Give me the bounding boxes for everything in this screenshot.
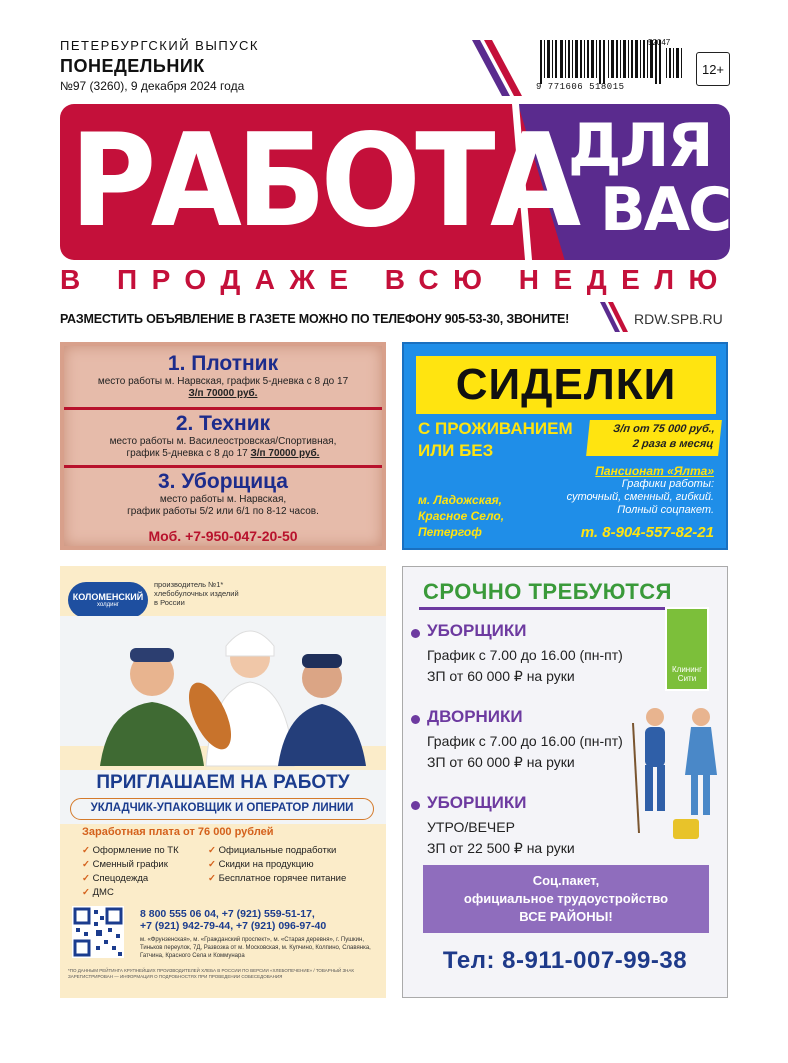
producer-tagline	[154, 580, 239, 607]
salary-amount: З/п от 75 000 руб.,	[612, 423, 716, 435]
benefit-line: ВСЕ РАЙОНЫ!	[519, 909, 613, 924]
benefit-line: Соц.пакет,	[532, 873, 600, 888]
bullet-icon	[411, 629, 420, 638]
divider	[64, 407, 382, 410]
job-title: 3. Уборщица	[158, 470, 288, 493]
location-item: Петергоф	[418, 525, 482, 539]
job-description: место работы м. Нарвская,	[159, 494, 287, 505]
job-salary: З/п 70000 руб.	[188, 388, 258, 399]
bakery-phones	[140, 908, 326, 932]
job-description: график работы 5/2 или 6/1 по 8-12 часов.	[127, 506, 319, 517]
barcode-number: 9 771606 518015	[536, 82, 625, 92]
job-item	[64, 412, 382, 460]
bullet-icon	[411, 801, 420, 810]
tagline-line: производитель №1*	[154, 580, 224, 589]
ad-caregivers	[402, 342, 728, 550]
salary-frequency: 2 раза в месяц	[632, 438, 714, 450]
benefit-item: ✓ Спецодежда	[82, 872, 179, 886]
benefits-right	[208, 844, 346, 886]
ad-phone: т. 8-904-557-82-21	[580, 524, 714, 541]
section-line: ЗП от 60 000 ₽ на руки	[427, 668, 575, 684]
benefit-line: официальное трудоустройство	[463, 891, 669, 906]
schedule-line: Графики работы:	[621, 478, 714, 490]
job-salary: З/п 70000 руб.	[250, 448, 320, 459]
section-line: ЗП от 60 000 ₽ на руки	[427, 754, 575, 770]
living-option: С ПРОЖИВАНИЕМ	[418, 419, 573, 438]
invite-heading: ПРИГЛАШАЕМ НА РАБОТУ	[96, 772, 350, 793]
section-title: УБОРЩИКИ	[427, 793, 527, 812]
job-description: график 5-дневка с 8 до 17	[126, 448, 248, 459]
wage-info: Заработная плата от 76 000 рублей	[82, 826, 274, 838]
section-line: График с 7.00 до 16.00 (пн-пт)	[427, 733, 623, 749]
salary-badge	[586, 420, 722, 456]
section-line: График с 7.00 до 16.00 (пн-пт)	[427, 647, 623, 663]
locations	[418, 492, 504, 540]
fine-print: *ПО ДАННЫМ РЕЙТИНГА КРУПНЕЙШИХ ПРОИЗВОДИТЕЛЕЙ ХЛЕБА В РОССИИ ПО ВЕРСИИ «ХЛЕБОПЕЧЕНИЕ» / ТОВАРНЫЙ ЗНАК ЗАРЕГИСТРИРОВАН — ИНФОРМАЦИЯ О ПОДРОБНОСТЯХ ПРИ ПРОВЕДЕНИИ СОБЕСЕДОВАНИЯ	[68, 968, 355, 979]
section-title: УБОРЩИКИ	[427, 621, 527, 640]
benefits-banner	[423, 865, 709, 933]
masthead-title: РАБОТА	[70, 107, 576, 256]
job-title: 1. Плотник	[167, 352, 279, 375]
job-description: место работы м. Нарвская, график 5-дневка с 8 до 17	[97, 376, 349, 387]
section-line: ЗП от 22 500 ₽ на руки	[427, 840, 575, 856]
employer-name: Пансионат «Ялта»	[595, 464, 714, 478]
location-item: м. Ладожская,	[418, 493, 503, 507]
website-link[interactable]: RDW.SPB.RU	[634, 311, 723, 327]
masthead-subtitle-dlya: ДЛЯ	[568, 111, 712, 181]
cleaners-illustration	[629, 703, 725, 853]
job-item	[64, 470, 382, 518]
benefit-item: ✓ ДМС	[82, 886, 179, 900]
barcode-code: 52047	[648, 38, 671, 47]
location-item: Красное Село,	[418, 509, 505, 523]
job-item	[64, 352, 382, 399]
schedule-line: суточный, сменный, гибкий.	[566, 491, 714, 503]
benefits-left	[82, 844, 179, 900]
job-description: место работы м. Василеостровская/Спортивная,	[109, 436, 337, 447]
klining-siti-logo	[665, 607, 709, 691]
phone-line: +7 (921) 942-79-44, +7 (921) 096-97-40	[140, 920, 327, 932]
edition-label: ПЕТЕРБУРГСКИЙ ВЫПУСК	[60, 38, 259, 53]
ad-phone: Моб. +7-950-047-20-50	[148, 528, 298, 544]
tagline-line: хлебобулочных изделий	[154, 589, 239, 598]
benefit-item: ✓ Сменный график	[82, 858, 179, 872]
issue-number: №97 (3260), 9 декабря 2024 года	[60, 79, 245, 93]
phone-line: 8 800 555 06 04, +7 (921) 559-51-17,	[140, 908, 315, 920]
bakery-addresses: м. «Фрунзенская», м. «Гражданский проспект», м. «Старая деревня», г. Пушкин, Тиньков переулок, 7Д, Развозка от м. Московская, м. Купчино, Колпино, Славянка, Гатчина, Красного Села и Коммунара	[140, 937, 371, 959]
masthead-subtitle-vas: ВАС	[600, 175, 731, 245]
masthead-tagline: В ПРОДАЖЕ ВСЮ НЕДЕЛЮ	[60, 264, 732, 295]
ad-jobs-list	[60, 342, 386, 550]
tagline-line: в России	[154, 598, 185, 607]
divider	[64, 465, 382, 468]
logo-subtext: холдинг	[97, 602, 119, 608]
job-title: 2. Техник	[175, 412, 271, 435]
schedule-info	[567, 478, 714, 517]
benefit-item: ✓ Оформление по ТК	[82, 844, 179, 858]
ad-placement-notice: РАЗМЕСТИТЬ ОБЪЯВЛЕНИЕ В ГАЗЕТЕ МОЖНО ПО ТЕЛЕФОНУ 905-53-30, ЗВОНИТЕ!	[60, 312, 570, 326]
kolomensky-logo	[68, 582, 148, 618]
brand-line: Сити	[677, 674, 697, 683]
ad-phone: Тел: 8-911-007-99-38	[442, 947, 688, 974]
ad-cleaning	[402, 566, 728, 998]
section-title: ДВОРНИКИ	[427, 707, 523, 726]
ad-bakery	[60, 566, 386, 998]
benefit-item: ✓ Бесплатное горячее питание	[208, 872, 346, 886]
age-rating-badge: 12+	[696, 52, 730, 86]
benefit-item: ✓ Официальные подработки	[208, 844, 346, 858]
schedule-line: Полный соцпакет.	[617, 504, 714, 516]
bullet-icon	[411, 715, 420, 724]
weekday-label: ПОНЕДЕЛЬНИК	[60, 56, 205, 76]
logo-text: КОЛОМЕНСКИЙ	[72, 592, 144, 602]
decorative-stripes	[470, 40, 530, 96]
living-option: ИЛИ БЕЗ	[418, 441, 494, 460]
qr-code	[72, 906, 124, 958]
site-stripes	[600, 302, 630, 332]
positions-banner: УКЛАДЧИК-УПАКОВЩИК И ОПЕРАТОР ЛИНИИ	[70, 798, 374, 820]
ad-title: СИДЕЛКИ	[416, 356, 716, 414]
brand-line: Клининг	[671, 665, 703, 674]
section-line: УТРО/ВЕЧЕР	[427, 819, 515, 835]
ad-title: СРОЧНО ТРЕБУЮТСЯ	[423, 579, 672, 604]
benefit-item: ✓ Скидки на продукцию	[208, 858, 346, 872]
